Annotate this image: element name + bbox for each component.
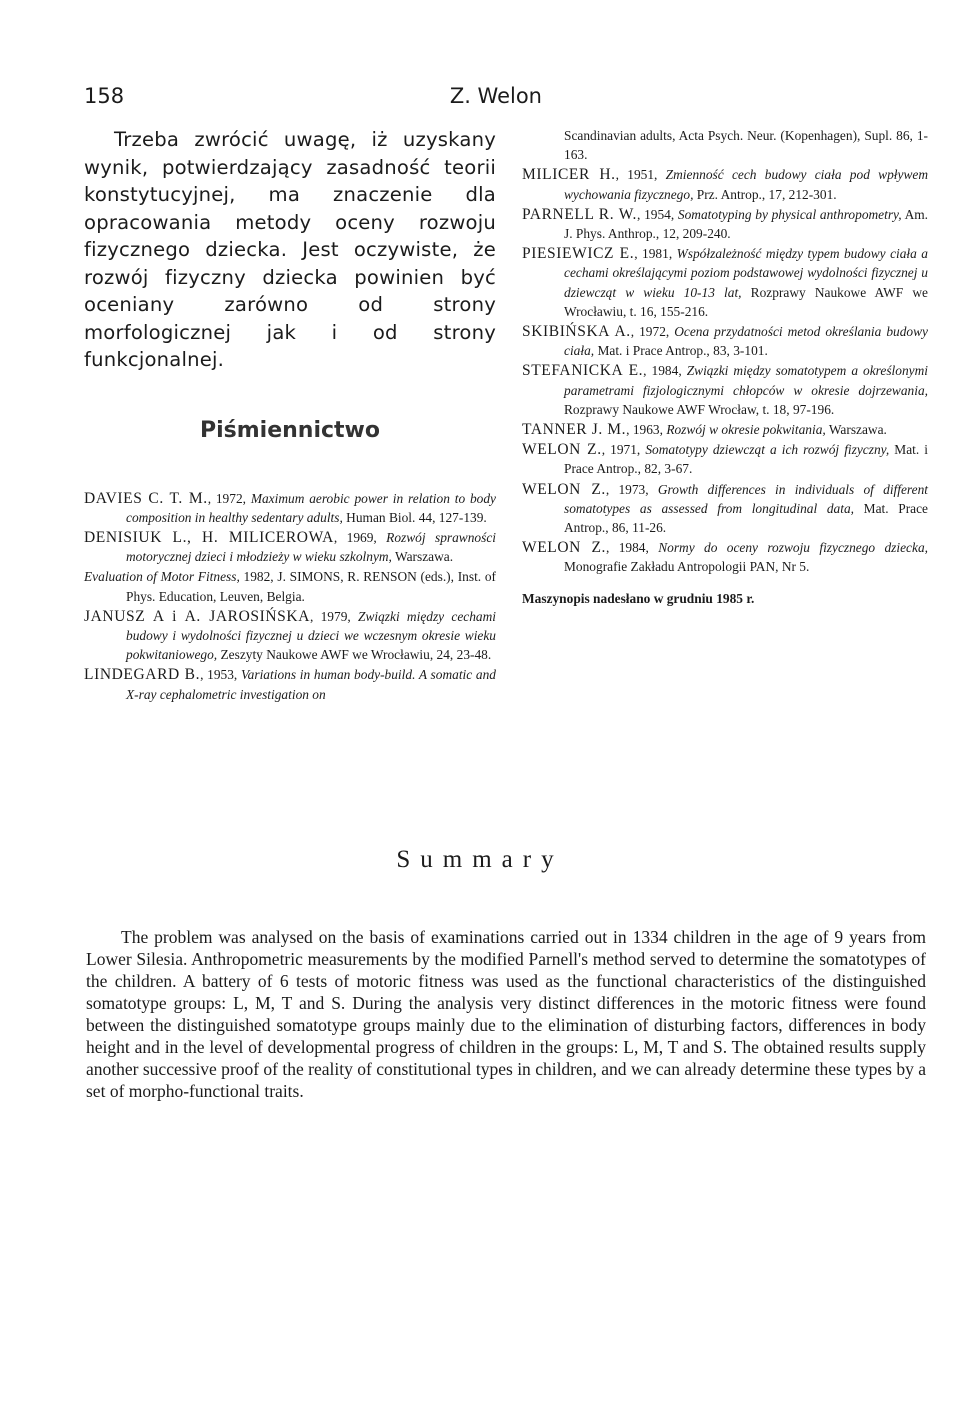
reference-rest-pre: , 1951, bbox=[615, 167, 666, 183]
reference-authors: JANUSZ A i A. JAROSIŃSKA bbox=[84, 607, 310, 625]
reference-rest: Warszawa. bbox=[391, 549, 454, 565]
reference-rest-pre: , 1969, bbox=[333, 529, 387, 545]
reference-continuation: Scandinavian adults, Acta Psych. Neur. (Kopenhagen), Supl. 86, 1-163. bbox=[564, 128, 928, 163]
reference-item bbox=[84, 607, 496, 665]
reference-rest-pre: , 1973, bbox=[605, 481, 658, 497]
summary-paragraph: The problem was analysed on the basis of examinations carried out in 1334 children in the age of 9 years from Lower Silesia. Anthropometric measurements by the modified Parnell's method served to determine the somatotypes of the children. A battery of 6 tests of motoric fitness was used as the functional characteristics of the distinguished somatotype groups: L, M, T and S. During the analysis very distinct differences in the motoric fitness were found between the distinguished somatotype groups mainly due to the elimination of disturbing factors, differences in body height and in the level of developmental progress of children in the groups: L, M, T and S. The obtained results supply another successive proof of the reality of constitutional types in children, and we can already determine these types by a set of morpho-functional traits. bbox=[86, 927, 926, 1101]
reference-item bbox=[522, 165, 928, 203]
reference-rest: Warszawa. bbox=[825, 422, 887, 438]
reference-rest-pre: , 1984, bbox=[605, 540, 659, 556]
reference-title: Normy do oceny rozwoju fizycznego dziecka, bbox=[658, 540, 928, 556]
reference-rest: 1982, J. SIMONS, R. RENSON (eds.), Inst. of Phys. Education, Leuven, Belgia. bbox=[126, 569, 496, 604]
reference-authors: TANNER J. M. bbox=[522, 421, 627, 439]
reference-authors: PARNELL R. W. bbox=[522, 205, 638, 223]
reference-item bbox=[522, 322, 928, 360]
reference-item bbox=[522, 538, 928, 576]
reference-title: Variations in human body-build. A somatic and X-ray cephalometric investigation on bbox=[126, 667, 497, 702]
reference-rest-pre: , 1963, bbox=[626, 422, 667, 438]
reference-item bbox=[522, 244, 928, 321]
reference-rest-pre: , 1972, bbox=[630, 324, 675, 340]
reference-rest-pre: , 1979, bbox=[310, 608, 358, 624]
references-left bbox=[84, 489, 496, 704]
reference-title: Rozwój w okresie pokwitania, bbox=[666, 422, 826, 438]
reference-rest: Am. J. Phys. Anthrop., 12, 209-240. bbox=[564, 206, 929, 242]
reference-title: Maximum aerobic power in relation to body composition in healthy sedentary adults, bbox=[126, 490, 496, 525]
right-column bbox=[522, 126, 928, 607]
reference-authors: DAVIES C. T. M. bbox=[84, 489, 208, 507]
reference-title: Związki między somatotypem a określonymi parametrami fizjologicznymi chłopców w okresie dojrzewania, bbox=[564, 363, 928, 398]
reference-item bbox=[522, 205, 928, 243]
reference-rest: Mat. i Prace Antrop., 82, 3-67. bbox=[564, 442, 928, 477]
intro-paragraph: Trzeba zwrócić uwagę, iż uzyskany wynik, potwierdzający zasadność teorii konstytucyjnej, ma znaczenie dla opracowania metody oceny rozwoju fizycznego dziecka. Jest oczywiste, że rozwój fizyczny dziecka powinien być oceniany zarówno od strony morfologicznej jak i od strony funkcjonalnej. bbox=[84, 128, 496, 371]
page-number: 158 bbox=[84, 84, 125, 108]
reference-title: Somatotyping by physical anthropometry, bbox=[677, 206, 902, 222]
reference-rest: Mat. Prace Antrop., 86, 11-26. bbox=[564, 500, 928, 536]
reference-authors: PIESIEWICZ E. bbox=[522, 245, 635, 263]
reference-item bbox=[522, 361, 928, 419]
reference-title: Somatotypy dziewcząt a ich rozwój fizyczny, bbox=[645, 442, 890, 458]
reference-authors: WELON Z. bbox=[522, 539, 606, 557]
reference-title: Współzależność między typem budowy ciała a cechami określającymi poziom podstawowej wydolności fizycznej u dziewcząt w wieku 10-13 lat, bbox=[564, 246, 928, 300]
reference-item bbox=[84, 489, 496, 527]
reference-rest-pre: , 1984, bbox=[643, 363, 687, 379]
running-head: Z. Welon bbox=[449, 84, 542, 108]
reference-authors: DENISIUK L., H. MILICEROWA bbox=[84, 528, 334, 546]
reference-authors: LINDEGARD B. bbox=[84, 666, 201, 684]
reference-rest: Zeszyty Naukowe AWF we Wrocławiu, 24, 23-48. bbox=[217, 647, 492, 663]
reference-rest-pre: , 1971, bbox=[601, 442, 646, 458]
reference-item bbox=[84, 528, 496, 566]
section-heading: Piśmiennictwo bbox=[199, 417, 380, 443]
reference-rest: Prz. Antrop., 17, 212-301. bbox=[693, 186, 837, 202]
summary-heading: Summary bbox=[396, 846, 564, 873]
reference-title: Związki między cechami budowy i wydolności fizycznej u dzieci we wczesnym okresie wieku pokwitaniowego, bbox=[126, 608, 496, 663]
reference-authors: WELON Z. bbox=[522, 480, 606, 498]
reference-item bbox=[84, 665, 496, 703]
reference-rest: Rozprawy Naukowe AWF we Wrocławiu, t. 16, 155-216. bbox=[564, 284, 928, 319]
submission-note: Maszynopis nadesłano w grudniu 1985 r. bbox=[522, 590, 755, 606]
left-column bbox=[84, 126, 496, 705]
reference-title: Zmienność cech budowy ciała pod wpływem wychowania fizycznego, bbox=[564, 167, 929, 202]
reference-title: Evaluation of Motor Fitness, bbox=[84, 569, 240, 585]
reference-item bbox=[84, 567, 496, 605]
reference-title: Growth differences in individuals of different somatotypes as assessed from longitudinal data, bbox=[564, 481, 928, 516]
reference-title: Rozwój sprawności motorycznej dzieci i młodzieży w wieku szkolnym, bbox=[126, 529, 496, 565]
reference-rest: Mat. i Prace Antrop., 83, 3-101. bbox=[594, 343, 768, 359]
reference-authors: WELON Z. bbox=[522, 441, 602, 459]
reference-authors: STEFANICKA E. bbox=[522, 362, 644, 380]
reference-rest-pre: , 1954, bbox=[637, 206, 678, 222]
reference-rest-pre: , 1972, bbox=[207, 490, 251, 506]
reference-title: Ocena przydatności metod określania budowy ciała, bbox=[564, 324, 928, 359]
reference-rest-pre: , 1953, bbox=[200, 667, 241, 683]
reference-rest: Rozprawy Naukowe AWF Wrocław, t. 18, 97-196. bbox=[564, 401, 835, 417]
reference-rest-pre: , 1981, bbox=[634, 246, 677, 262]
reference-authors: MILICER H. bbox=[522, 166, 616, 184]
references-right bbox=[522, 165, 928, 576]
reference-rest: Human Biol. 44, 127-139. bbox=[342, 509, 487, 525]
reference-rest: Monografie Zakładu Antropologii PAN, Nr 5. bbox=[564, 559, 810, 575]
reference-authors: SKIBIŃSKA A. bbox=[522, 323, 631, 341]
reference-item bbox=[522, 420, 928, 439]
reference-item bbox=[522, 480, 928, 538]
reference-item bbox=[522, 440, 928, 478]
